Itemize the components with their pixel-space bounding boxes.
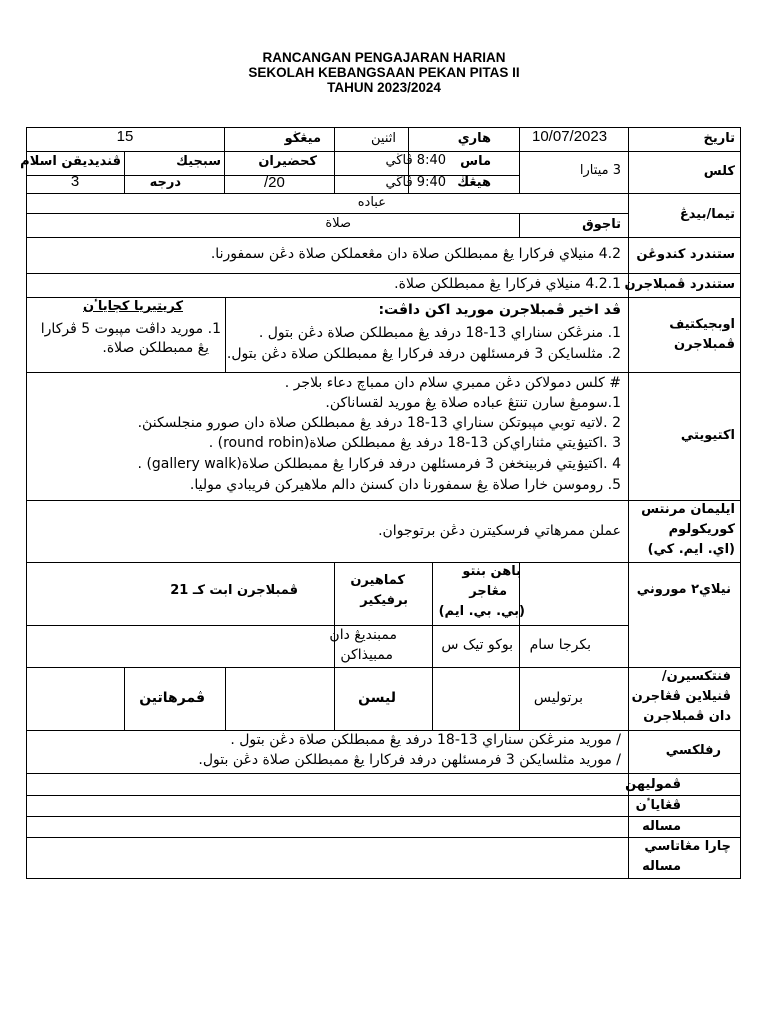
col-divider [519,562,520,730]
row-divider [26,625,628,626]
bbm-label-line3: (بي. بي. ايم) [438,604,525,619]
col-divider [334,562,335,730]
row-divider [26,562,741,563]
pemulihan-label: ڤموليهن [625,777,681,792]
aktiviti-item: 1.سومبڠ سارن تنتڠ عباده صلاة يڠ موريد لقساناكن. [325,395,621,411]
label-column-divider [628,127,629,879]
emk-label-line1: ايليمان مرنتس [641,502,735,517]
masa-label: ماس [460,154,491,169]
kelas-label: كلس [703,164,735,179]
sk-label: ستندرد كندوڠن [636,247,735,262]
row-divider [26,237,741,238]
header-title: RANCANGAN PENGAJARAN HARIAN [262,50,506,65]
objektif-item-1: 1. منرڠكن سناراي 13-18 درفد يڠ ممبطلكن صلاة دڠن بتول . [258,325,621,341]
col-divider [334,127,335,193]
objektif-intro: ڤد اخير ڤمبلاجرن موريد اكن داڤت: [378,302,621,318]
aktiviti-item: 3 .اكتيۏيتي مثناراي‌كن 13-18 درفد يڠ ممبطلكن صلاة(round robin) . [208,435,621,451]
hari-value: اثنين [371,131,396,146]
col-divider [225,297,226,372]
minggu-value: 15 [116,128,134,145]
aktiviti-item: 2 .لاتيه توبي مڽبوتكن سناراي 13-18 درفد يڠ ممبطلكن صلاة دان صورو منجلسكنڽ. [137,415,621,431]
lisan-option: ليسن [358,690,396,706]
masa-value: 8:40 ڤاڬي [385,153,446,168]
row-divider [26,193,741,194]
refleksi-line-2: / موريد مثلسايكن 3 فرمسئلهن درفد فركارا يڠ ممبطلكن صلاة دڠن بتول. [198,752,621,768]
col-divider [519,127,520,193]
pak21-label: ڤمبلاجرن ابت كـ 21 [170,583,298,598]
tema-value: عباده [357,195,386,210]
kk-line-1: 1. موريد داڤت مڽبوت 5 ڤركارا [40,321,221,337]
row-divider [26,297,741,298]
header-school: SEKOLAH KEBANGSAAN PEKAN PITAS II [248,65,520,80]
row-divider [26,773,741,774]
row-divider [26,795,741,796]
col-divider [432,562,433,730]
kemahiran-value-line1: ممبنديڠ دان [329,627,397,643]
teknik-label-line2: ڤنيلاين ڤڠاجرن [631,689,731,704]
refleksi-line-1: / موريد منرڠكن سناراي 13-18 درفد يڠ ممبطلكن صلاة دڠن بتول . [230,732,621,748]
kehadiran-value: /20 [264,174,285,191]
col-divider [124,667,125,730]
teknik-label-line3: دان ڤمبلاجرن [643,709,731,724]
pemerhatian-option: ڤمرهاتين [139,690,205,706]
objektif-label-line2: ڤمبلاجرن [674,337,735,352]
aktiviti-item: 4 .اكتيۏيتي فربينخغن 3 فرمسئلهن درفد فركارا يڠ ممبطلكن صلاة(gallery walk) . [137,456,621,472]
kemahiran-value-line2: ممبيذاكن [340,647,393,663]
hari-label: هاري [457,131,491,146]
kelas-value: 3 ميتارا [579,163,621,178]
aktiviti-item: # كلس دمولاكن دڠن ممبري سلام دان ممباچ دعاء بلاجر . [284,375,621,391]
minggu-label: ميڠڬو [284,131,321,146]
col-divider [224,127,225,193]
objektif-label-line1: اوبجيكتيف [669,317,735,332]
subjek-value: ڤنديديقن اسلام [20,154,121,169]
kehadiran-label: كحضيران [258,154,317,169]
row-divider [26,213,628,214]
bbm-label-line2: مڠاجر [469,584,507,599]
row-divider [26,837,741,838]
emk-label-line3: (اي. ايم. كي) [647,542,735,557]
darjah-value: 3 [70,173,80,190]
aktiviti-item: 5. روموسن خارا صلاة يڠ سمفورنا دان كسنڽ دالم ملاهيركن فريبادي موليا. [189,477,621,493]
tajuk-value: صلاة [325,216,351,231]
row-divider [26,500,741,501]
bbm-label-line1: باهن بنتو [462,564,521,579]
lesson-plan-table [20,127,741,879]
row-divider [26,816,741,817]
col-divider [124,151,125,193]
kk-title: كريتيريا كجاياٴن [83,299,183,314]
kemahiran-label-line1: كماهيرن [350,573,405,588]
darjah-label: درجه [149,175,181,190]
subjek-label: سبجيك [176,154,221,169]
hingga-value: 9:40 ڤاڬي [385,175,446,190]
row-divider [26,151,741,152]
bbm-value: بوكو تيک س [441,637,513,653]
masalah-label: مساله [642,819,681,834]
emk-label-line2: كوريكولوم [668,522,735,537]
aktiviti-label: اكتيويتي [680,428,735,443]
refleksi-label: رفلكسي [665,743,721,758]
cara-atasi-label-line1: چارا مڠاتاسي [644,839,731,854]
kemahiran-label-line2: برفيكير [360,593,408,608]
sp-value: 4.2.1 منيلاي فركارا يڠ ممبطلكن صلاة. [394,276,621,292]
document-header [0,50,768,95]
tema-label: تيما/بيدڠ [679,207,735,222]
row-divider [26,273,741,274]
col-divider [519,213,520,237]
bertulis-option: برتوليس [533,690,583,706]
tarikh-value: 10/07/2023 [532,128,608,145]
objektif-item-2: 2. مثلسايكن 3 فرمسئلهن درفد فركارا يڠ ممبطلكن صلاة دڠن بتول. [226,346,621,362]
row-divider [26,667,741,668]
row-divider [26,372,741,373]
kk-line-2: يڠ ممبطلكن صلاة. [102,340,209,356]
nilai-value: بكرجا سام [529,637,591,653]
col-divider [225,667,226,730]
nilai-label: نيلاي٢ موروني [636,582,731,597]
emk-value: عملن ممرهاتي فرسكيترن دڠن برتوجوان. [378,523,621,539]
hingga-label: هيڠڬ [457,175,491,190]
sp-label: ستندرد ڤمبلاجرن [624,277,735,292]
sk-value: 4.2 منيلاي فركارا يڠ ممبطلكن صلاة دان مڠعملكن صلاة دڠن سمفورنا. [210,246,621,262]
tarikh-label: تاريخ [703,131,735,146]
row-divider [26,730,741,731]
cara-atasi-label-line2: مساله [642,859,681,874]
tajuk-label: تاجوق [582,217,621,232]
header-year: TAHUN 2023/2024 [327,80,441,95]
teknik-label-line1: فنتكسيرن/ [661,669,731,684]
pengayaan-label: ڤڠاياٴن [635,798,681,813]
